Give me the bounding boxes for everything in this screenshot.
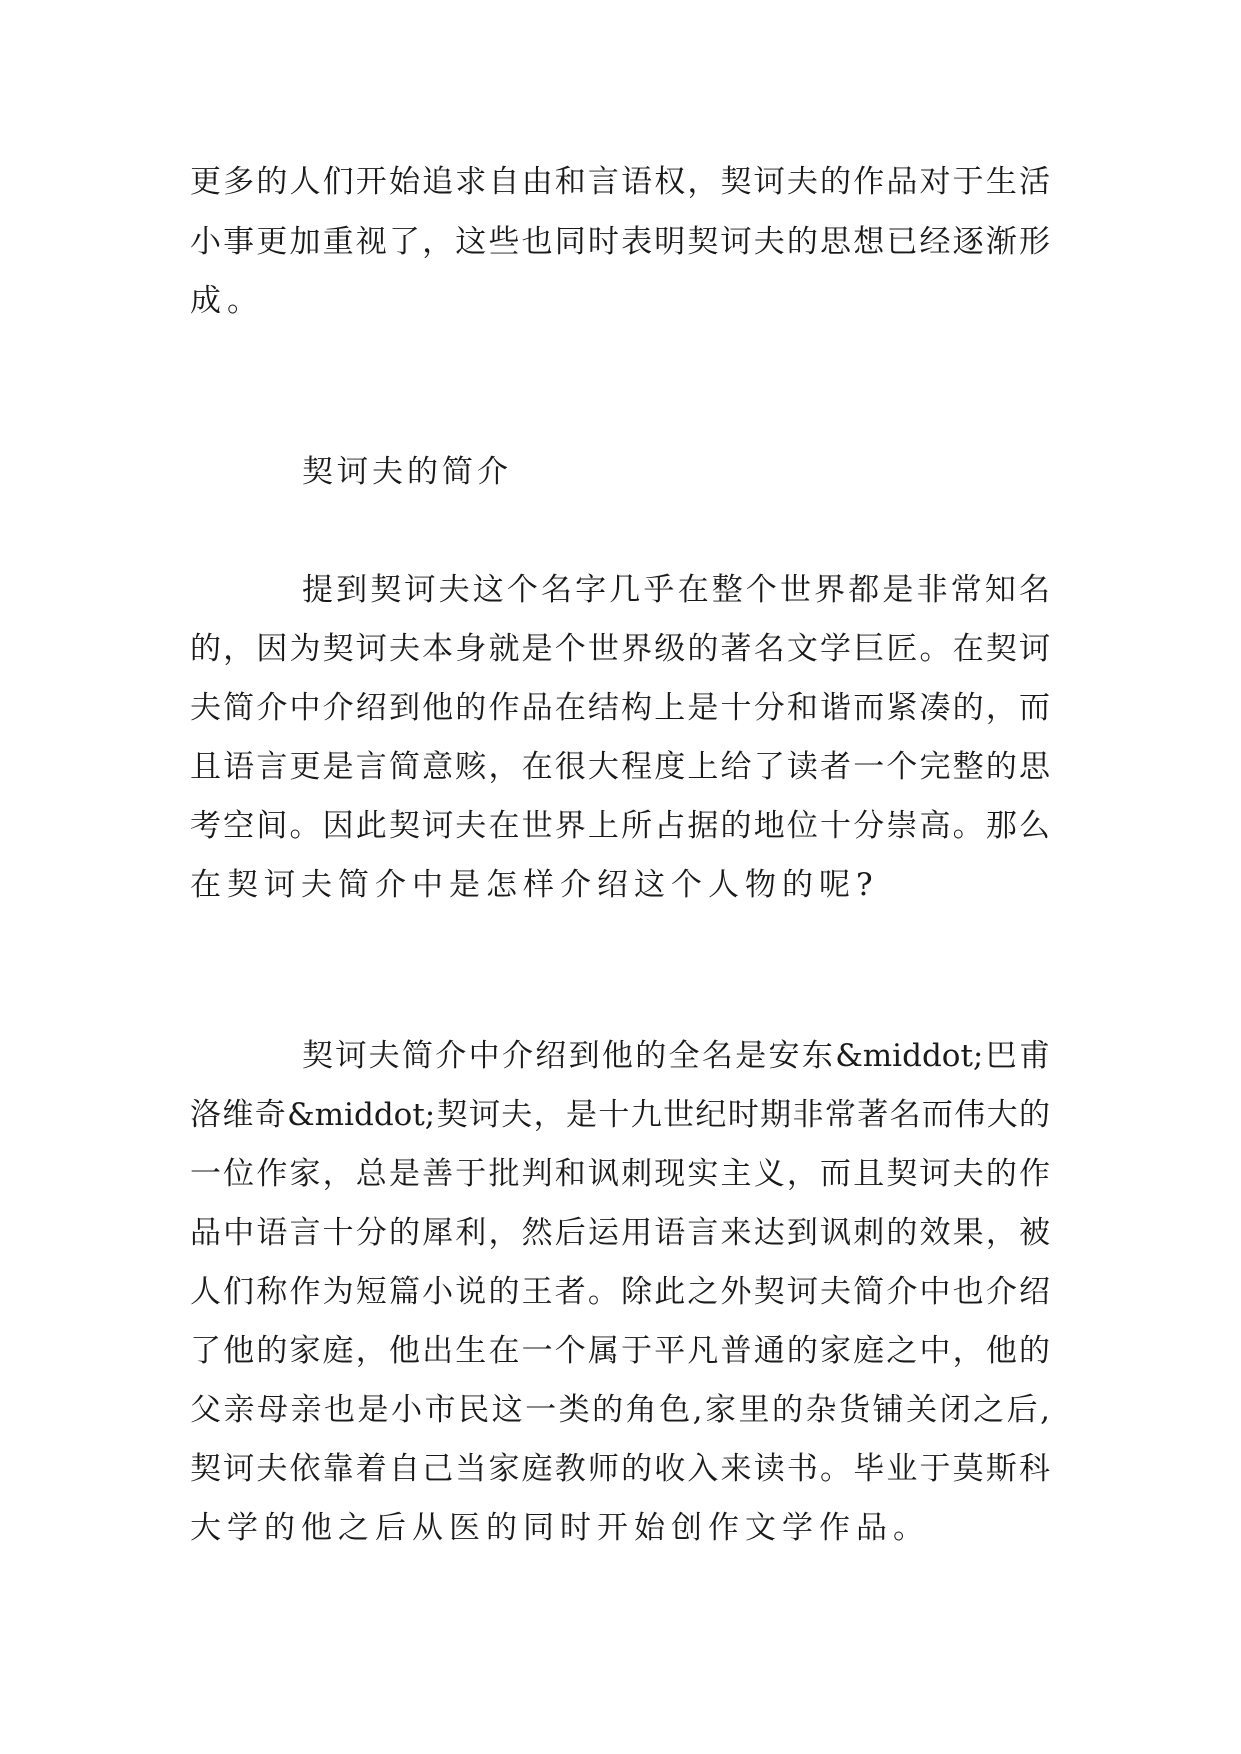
paragraph-2-line-4: 且语言更是言简意赅，在很大程度上给了读者一个完整的思 xyxy=(190,749,1050,785)
paragraph-3-line-1: 契诃夫简介中介绍到他的全名是安东&middot;巴甫 xyxy=(302,1038,1050,1074)
paragraph-3-line-3: 一位作家，总是善于批判和讽刺现实主义，而且契诃夫的作 xyxy=(190,1156,1050,1192)
paragraph-3-line-9: 大学的他之后从医的同时开始创作文学作品。 xyxy=(190,1510,930,1546)
paragraph-3-line-4: 品中语言十分的犀利，然后运用语言来达到讽刺的效果，被 xyxy=(190,1215,1050,1251)
paragraph-3-line-2: 洛维奇&middot;契诃夫，是十九世纪时期非常著名而伟大的 xyxy=(190,1097,1050,1133)
paragraph-1-line-1: 更多的人们开始追求自由和言语权，契诃夫的作品对于生活 xyxy=(190,164,1050,200)
paragraph-1-line-2: 小事更加重视了，这些也同时表明契诃夫的思想已经逐渐形 xyxy=(190,224,1050,260)
paragraph-3-line-5: 人们称作为短篇小说的王者。除此之外契诃夫简介中也介绍 xyxy=(190,1274,1050,1310)
paragraph-3-line-8: 契诃夫依靠着自己当家庭教师的收入来读书。毕业于莫斯科 xyxy=(190,1451,1050,1487)
paragraph-3-line-7: 父亲母亲也是小市民这一类的角色,家里的杂货铺关闭之后, xyxy=(190,1392,1050,1428)
section-heading: 契诃夫的简介 xyxy=(302,454,512,490)
paragraph-1-line-3: 成。 xyxy=(190,283,264,319)
paragraph-3-line-6: 了他的家庭，他出生在一个属于平凡普通的家庭之中，他的 xyxy=(190,1333,1050,1369)
paragraph-2-line-6: 在契诃夫简介中是怎样介绍这个人物的呢? xyxy=(190,867,879,903)
paragraph-2-line-2: 的，因为契诃夫本身就是个世界级的著名文学巨匠。在契诃 xyxy=(190,631,1050,667)
paragraph-2-line-1: 提到契诃夫这个名字几乎在整个世界都是非常知名 xyxy=(302,572,1050,608)
paragraph-2-line-3: 夫简介中介绍到他的作品在结构上是十分和谐而紧凑的，而 xyxy=(190,690,1050,726)
paragraph-2-line-5: 考空间。因此契诃夫在世界上所占据的地位十分崇高。那么 xyxy=(190,808,1050,844)
